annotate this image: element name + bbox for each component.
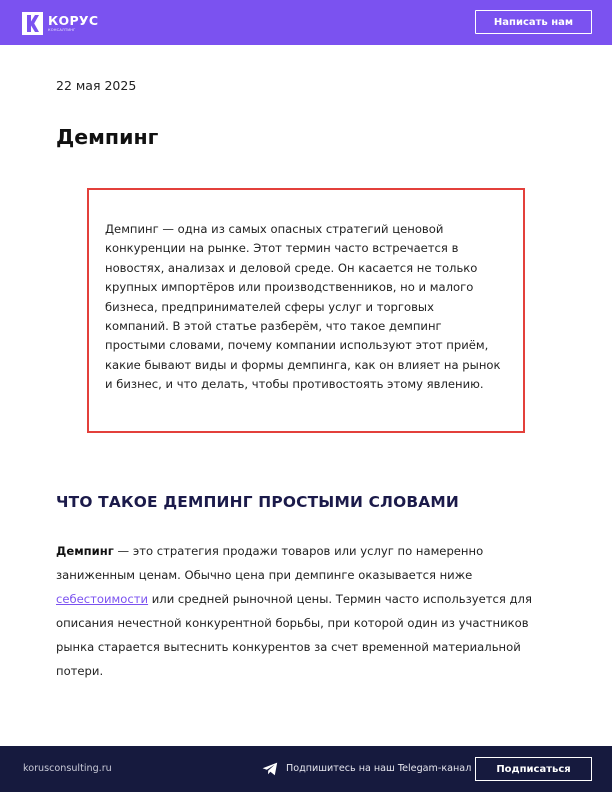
cost-price-link[interactable]: себестоимости <box>56 592 149 606</box>
definition-paragraph <box>56 539 556 683</box>
intro-line: бизнеса, предпринимателей сферы услуг и торговых <box>105 299 434 314</box>
telegram-subscribe-text[interactable]: Подпишитесь на наш Telegam-канал <box>286 763 472 774</box>
intro-paragraph <box>105 220 515 395</box>
korus-logo-icon <box>22 12 43 35</box>
definition-line: рынка старается вытеснить конкурентов за счет временной материальной <box>56 640 521 654</box>
write-us-button[interactable]: Написать нам <box>475 10 592 34</box>
subscribe-button[interactable]: Подписаться <box>475 757 592 781</box>
logo-subtitle: КОНСАЛТИНГ <box>48 27 76 32</box>
definition-line: потери. <box>56 664 104 678</box>
footer-bar <box>0 746 612 792</box>
definition-line: заниженным ценам. Обычно цена при демпинге оказывается ниже <box>56 568 473 582</box>
definition-line: или средней рыночной цены. Термин часто используется для <box>148 592 532 606</box>
intro-line: конкуренции на рынке. Этот термин часто встречается в <box>105 241 459 256</box>
intro-highlight-box <box>87 188 525 433</box>
top-bar <box>0 0 612 45</box>
article-date: 22 мая 2025 <box>56 78 137 93</box>
site-link[interactable]: korusconsulting.ru <box>23 763 112 774</box>
intro-line: компаний. В этой статье разберём, что такое демпинг <box>105 319 442 334</box>
term-bold: Демпинг <box>56 544 114 558</box>
korus-logo[interactable] <box>22 11 102 35</box>
definition-line: — это стратегия продажи товаров или услуг по намеренно <box>113 544 484 558</box>
intro-line: новостях, анализах и деловой среде. Он касается не только <box>105 260 478 275</box>
intro-line: какие бывают виды и формы демпинга, как он влияет на рынок <box>105 357 501 372</box>
intro-line: простыми словами, почему компании используют этот приём, <box>105 338 489 353</box>
page-title: Демпинг <box>56 125 159 149</box>
logo-wordmark: КОРУС <box>48 12 99 28</box>
section-heading: ЧТО ТАКОЕ ДЕМПИНГ ПРОСТЫМИ СЛОВАМИ <box>56 493 460 511</box>
intro-line: крупных импортёров или производственников, но и малого <box>105 280 474 295</box>
definition-line: описания нечестной конкурентной борьбы, при которой один из участников <box>56 616 529 630</box>
intro-line: Демпинг — одна из самых опасных стратегий ценовой <box>105 222 444 236</box>
intro-line: и бизнес, и что делать, чтобы противостоять этому явлению. <box>105 377 484 392</box>
telegram-icon[interactable] <box>262 762 278 776</box>
